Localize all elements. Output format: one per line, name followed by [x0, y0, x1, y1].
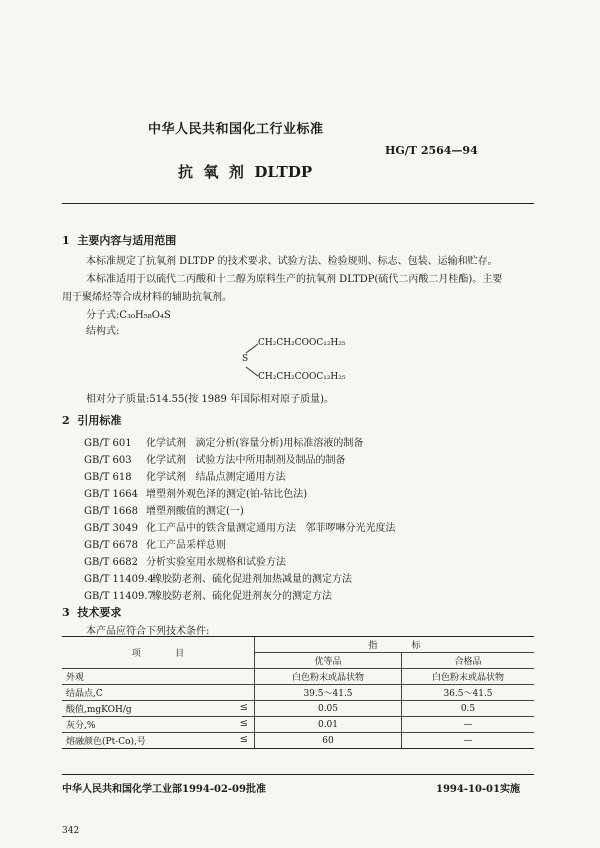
approval-note: 中华人民共和国化学工业部1994-02-09批准 — [62, 784, 266, 795]
reference-code: GB/T 1664 — [84, 489, 139, 500]
reference-title: 橡胶防老剂、硫化促进剂加热减量的测定方法 — [152, 574, 352, 585]
structure-top-chain: CH₂CH₂COOC₁₂H₂₅ — [258, 338, 346, 348]
table-row — [62, 701, 534, 717]
reference-title: 化工产品中的铁含量测定通用方法 邻菲啰啉分光光度法 — [146, 523, 396, 534]
row-premium: 0.01 — [255, 717, 402, 733]
page-number: 342 — [62, 826, 80, 836]
bond-lower — [246, 367, 258, 376]
leq-symbol: ≤ — [239, 734, 248, 745]
spec-table — [62, 636, 534, 749]
row-item-label: 酸值,mgKOH/g — [66, 705, 132, 715]
reference-code: GB/T 11409.4 — [84, 574, 154, 585]
reference-title: 化工产品采样总则 — [146, 540, 226, 551]
structure-bonds — [240, 340, 264, 380]
table-row — [62, 733, 534, 749]
reference-row — [84, 519, 396, 534]
reference-row — [84, 485, 307, 500]
bond-upper — [246, 344, 258, 353]
table-row — [62, 685, 534, 701]
section-3-heading: 3 技术要求 — [62, 606, 122, 619]
document-title: 抗 氧 剂 DLTDP — [178, 163, 313, 181]
column-header-qualified: 合格品 — [402, 653, 535, 669]
row-qualified: 白色粉末或晶状物 — [402, 669, 535, 685]
row-qualified: 36.5～41.5 — [402, 685, 535, 701]
reference-title: 化学试剂 结晶点测定通用方法 — [146, 472, 286, 483]
table-row — [62, 717, 534, 733]
structure-sulfur: S — [242, 354, 249, 364]
reference-row — [84, 434, 363, 449]
row-qualified: — — [402, 733, 535, 749]
column-header-item: 项 目 — [62, 637, 255, 669]
section-1-paragraph-2b: 用于聚烯烃等合成材料的辅助抗氧剂。 — [62, 292, 232, 303]
reference-title: 增塑剂酸值的测定(一) — [146, 506, 244, 517]
row-item-label: 外观 — [66, 673, 85, 683]
reference-code: GB/T 1668 — [84, 506, 139, 517]
row-item — [62, 701, 255, 717]
row-premium: 0.05 — [255, 701, 402, 717]
molecular-formula-label: 分子式: — [86, 310, 120, 321]
structure-label: 结构式: — [86, 326, 120, 337]
table-header-row — [62, 637, 534, 653]
column-header-index: 指 标 — [255, 637, 535, 653]
effective-date: 1994-10-01实施 — [436, 784, 520, 795]
reference-title: 增塑剂外观色泽的测定(铂-钴比色法) — [146, 489, 308, 500]
leq-symbol: ≤ — [239, 718, 248, 729]
reference-title: 化学试剂 滴定分析(容量分析)用标准溶液的制备 — [146, 438, 364, 449]
row-item-label: 熔融颜色(Pt-Co),号 — [66, 737, 146, 747]
row-qualified: 0.5 — [402, 701, 535, 717]
molecular-mass: 相对分子质量:514.55(按 1989 年国际相对原子质量)。 — [86, 394, 334, 405]
reference-row — [84, 587, 332, 602]
reference-code: GB/T 603 — [84, 455, 132, 466]
reference-row — [84, 451, 346, 466]
structure-bottom-chain: CH₂CH₂COOC₁₂H₂₅ — [258, 372, 346, 382]
issuing-authority: 中华人民共和国化工行业标准 — [148, 122, 324, 137]
reference-code: GB/T 3049 — [84, 523, 139, 534]
section-1-paragraph-2a: 本标准适用于以硫代二丙酸和十二醇为原料生产的抗氧剂 DLTDP(硫代二丙酸二月桂酯)。主要 — [86, 274, 503, 285]
molecular-formula: C₃₀H₅₈O₄S — [119, 310, 171, 321]
row-item — [62, 717, 255, 733]
reference-row — [84, 502, 244, 517]
row-premium: 白色粉末或晶状物 — [255, 669, 402, 685]
section-1-paragraph-1: 本标准规定了抗氧剂 DLTDP 的技术要求、试验方法、检验规则、标志、包装、运输和贮存。 — [86, 256, 498, 267]
column-header-premium: 优等品 — [255, 653, 402, 669]
section-3-intro: 本产品应符合下列技术条件: — [86, 626, 210, 637]
row-item — [62, 669, 255, 685]
section-1-heading: 1 主要内容与适用范围 — [62, 234, 177, 247]
reference-code: GB/T 6678 — [84, 540, 139, 551]
reference-row — [84, 570, 352, 585]
reference-title: 化学试剂 试验方法中所用制剂及制品的制备 — [146, 455, 346, 466]
table-row — [62, 669, 534, 685]
footer-rule — [62, 774, 534, 775]
row-item-label: 结晶点,C — [66, 689, 103, 699]
reference-row — [84, 468, 286, 483]
reference-row — [84, 536, 226, 551]
row-premium: 39.5～41.5 — [255, 685, 402, 701]
reference-code: GB/T 11409.7 — [84, 591, 154, 602]
row-item-label: 灰分,% — [66, 721, 96, 731]
row-item — [62, 733, 255, 749]
reference-code: GB/T 6682 — [84, 557, 139, 568]
leq-symbol: ≤ — [239, 702, 248, 713]
reference-code: GB/T 601 — [84, 438, 132, 449]
row-qualified: — — [402, 717, 535, 733]
reference-code: GB/T 618 — [84, 472, 132, 483]
section-2-heading: 2 引用标准 — [62, 414, 122, 427]
row-premium: 60 — [255, 733, 402, 749]
reference-title: 分析实验室用水规格和试验方法 — [146, 557, 286, 568]
molecular-formula-row — [86, 306, 171, 321]
reference-title: 橡胶防老剂、硫化促进剂灰分的测定方法 — [152, 591, 332, 602]
header-rule — [62, 203, 534, 204]
standard-number: HG/T 2564—94 — [385, 144, 478, 157]
reference-row — [84, 553, 286, 568]
row-item — [62, 685, 255, 701]
